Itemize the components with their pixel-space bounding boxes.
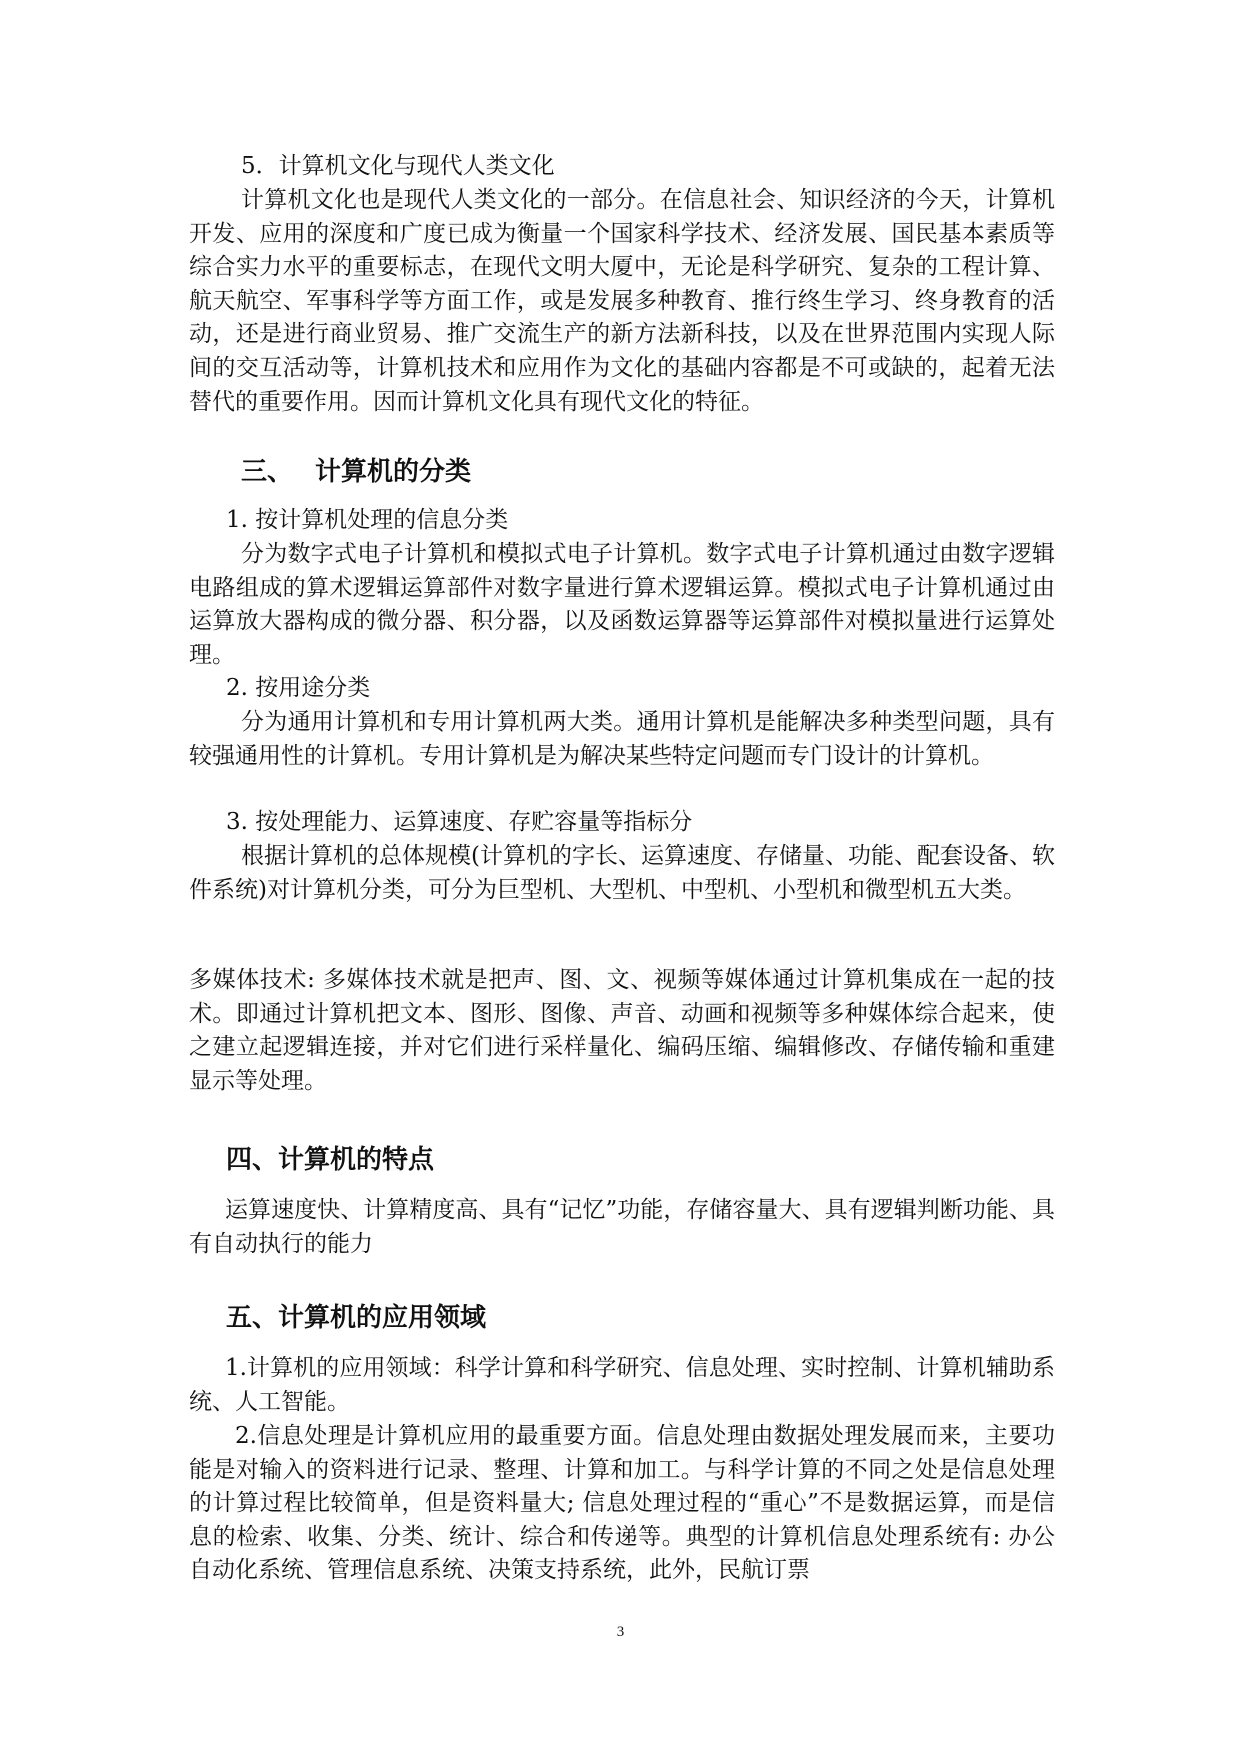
application-paragraph-2: 2.信息处理是计算机应用的最重要方面。信息处理由数据处理发展而来，主要功能是对输入的资料进行记录、整理、计算和加工。与科学计算的不同之处是信息处理的计算过程比较简单，但是资料量大; 信息处理过程的“重心”不是数据运算，而是信息的检索、收集、分类、统计、综合和传递等。典型的计算机信息处理系统有: 办公自动化系统、管理信息系统、决策支持系统，此外，民航订票 — [189, 1423, 1055, 1584]
section-5-heading: 5．计算机文化与现代人类文化 — [241, 153, 555, 179]
classification-1-heading: 1. 按计算机处理的信息分类 — [226, 507, 509, 533]
section-5-body: 计算机文化也是现代人类文化的一部分。在信息社会、知识经济的今天，计算机开发、应用的深度和广度已成为衡量一个国家科学技术、经济发展、国民基本素质等综合实力水平的重要标志，在现代文明大厦中，无论是科学研究、复杂的工程计算、航天航空、军事科学等方面工作，或是发展多种教育、推行终生学习、终身教育的活动，还是进行商业贸易、推广交流生产的新方法新科技，以及在世界范围内实现人际间的交互活动等，计算机技术和应用作为文化的基础内容都是不可或缺的，起着无法替代的重要作用。因而计算机文化具有现代文化的特征。 — [189, 187, 1055, 415]
classification-1-body: 分为数字式电子计算机和模拟式电子计算机。数字式电子计算机通过由数字逻辑电路组成的算术逻辑运算部件对数字量进行算术逻辑运算。模拟式电子计算机通过由运算放大器构成的微分器、积分器，以及函数运算器等运算部件对模拟量进行运算处理。 — [189, 541, 1055, 668]
section-3-number: 三、 — [241, 457, 294, 487]
classification-3-body: 根据计算机的总体规模(计算机的字长、运算速度、存储量、功能、配套设备、软件系统)对计算机分类，可分为巨型机、大型机、中型机、小型机和微型机五大类。 — [189, 843, 1055, 903]
section-5-title: 五、计算机的应用领域 — [226, 1303, 487, 1333]
section-3-heading — [241, 454, 471, 490]
classification-2-body: 分为通用计算机和专用计算机两大类。通用计算机是能解决多种类型问题，具有较强通用性的计算机。专用计算机是为解决某些特定问题而专门设计的计算机。 — [189, 709, 1055, 769]
multimedia-paragraph: 多媒体技术: 多媒体技术就是把声、图、文、视频等媒体通过计算机集成在一起的技术。即通过计算机把文本、图形、图像、声音、动画和视频等多种媒体综合起来，使之建立起逻辑连接，并对它们进行采样量化、编码压缩、编辑修改、存储传输和重建显示等处理。 — [189, 967, 1055, 1094]
section-3-title: 计算机的分类 — [315, 457, 472, 487]
page-number: 3 — [616, 1624, 625, 1640]
classification-3-heading: 3. 按处理能力、运算速度、存贮容量等指标分 — [226, 809, 693, 835]
section-4-body: 运算速度快、计算精度高、具有“记忆”功能，存储容量大、具有逻辑判断功能、具有自动执行的能力 — [189, 1197, 1055, 1257]
classification-2-heading: 2. 按用途分类 — [226, 675, 371, 701]
application-paragraph-1: 1.计算机的应用领域：科学计算和科学研究、信息处理、实时控制、计算机辅助系统、人工智能。 — [189, 1355, 1055, 1415]
section-4-heading: 四、计算机的特点 — [226, 1145, 435, 1175]
